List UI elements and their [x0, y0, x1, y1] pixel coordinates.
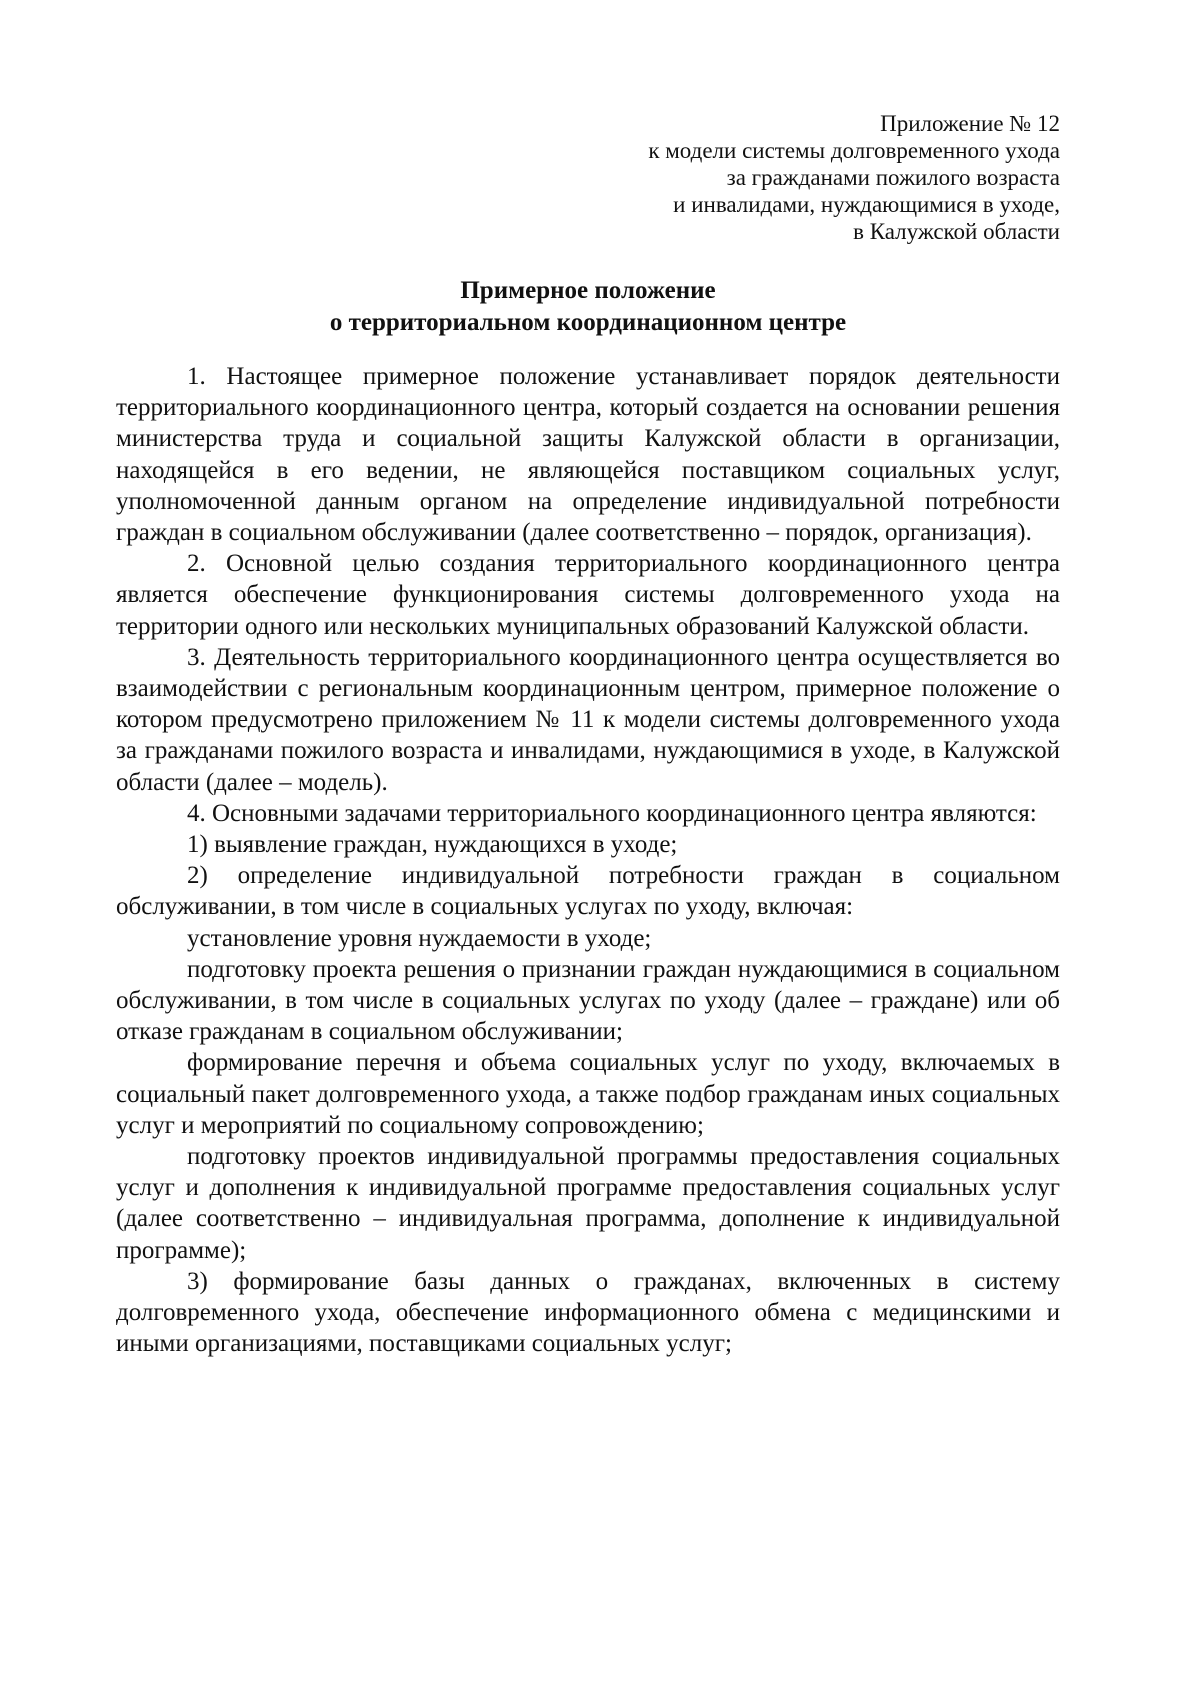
document-title-line: о территориальном координационном центре [329, 309, 847, 336]
paragraph: 1) выявление граждан, нуждающихся в уходе; [187, 831, 678, 859]
document-body [116, 361, 1060, 1360]
paragraph: 2. Основной целью создания территориального координационного центра является обеспечение функционирования системы долговременного ухода на территории одного или нескольких муниципальных образований Калужской области. [116, 550, 1060, 640]
paragraph: формирование перечня и объема социальных услуг по уходу, включаемых в социальный пакет долговременного ухода, а также подбор гражданам иных социальных услуг и мероприятий по социальному сопровождению; [116, 1049, 1060, 1139]
appendix-header [116, 110, 1060, 245]
paragraph: установление уровня нуждаемости в уходе; [187, 924, 652, 952]
paragraph: 4. Основными задачами территориального координационного центра являются: [187, 799, 1037, 827]
paragraph: 3. Деятельность территориального координационного центра осуществляется во взаимодействии с региональным координационным центром, примерное положение о котором предусмотрено приложением № 11 к модели системы долговременного ухода за гражданами пожилого возраста и инвалидами, нуждающимися в уходе, в Калужской области (далее – модель). [116, 643, 1060, 796]
appendix-header-line: в Калужской области [853, 219, 1060, 244]
paragraph: 1. Настоящее примерное положение устанавливает порядок деятельности территориального координационного центра, который создается на основании решения министерства труда и социальной защиты Калужской области в организации, находящейся в его ведении, не являющейся поставщиком социальных услуг, уполномоченной данным органом на определение индивидуальной потребности граждан в социальном обслуживании (далее соответственно – порядок, организация). [116, 363, 1060, 547]
paragraph: 3) формирование базы данных о гражданах, включенных в систему долговременного ухода, обеспечение информационного обмена с медицинскими и иными организациями, поставщиками социальных услуг; [116, 1267, 1060, 1358]
document-title [116, 275, 1060, 339]
paragraph: 2) определение индивидуальной потребности граждан в социальном обслуживании, в том числе в социальных услугах по уходу, включая: [116, 862, 1060, 921]
paragraph: подготовку проекта решения о признании граждан нуждающимися в социальном обслуживании, в том числе в социальных услугах по уходу (далее – граждане) или об отказе гражданам в социальном обслуживании; [116, 955, 1060, 1046]
paragraph: подготовку проектов индивидуальной программы предоставления социальных услуг и дополнения к индивидуальной программе предоставления социальных услуг (далее соответственно – индивидуальная программа, дополнение к индивидуальной программе); [116, 1143, 1060, 1264]
appendix-header-line: и инвалидами, нуждающимися в уходе, [673, 192, 1060, 217]
appendix-header-line: за гражданами пожилого возраста [726, 165, 1060, 190]
appendix-header-line: к модели системы долговременного ухода [648, 138, 1060, 163]
document-title-line: Примерное положение [460, 277, 716, 304]
appendix-header-line: Приложение № 12 [880, 111, 1060, 136]
